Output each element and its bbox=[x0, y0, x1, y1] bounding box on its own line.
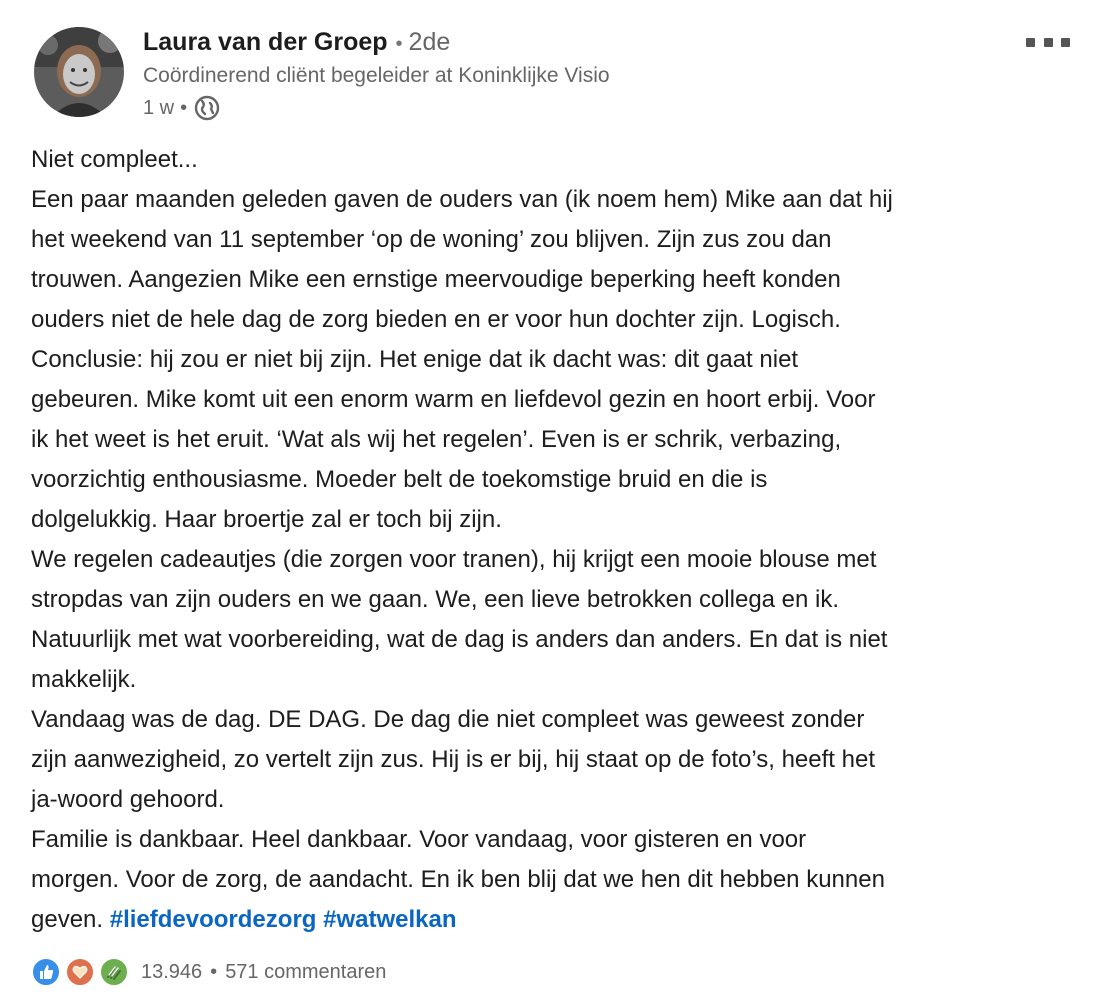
post-line: makkelijk. bbox=[31, 666, 137, 693]
globe-icon bbox=[193, 94, 221, 122]
post-line: We regelen cadeautjes (die zorgen voor tranen), hij krijgt een mooie blouse met bbox=[31, 546, 877, 573]
post-line: ouders niet de hele dag de zorg bieden en er voor hun dochter zijn. Logisch. bbox=[31, 306, 841, 333]
post-timestamp[interactable]: 1 w bbox=[143, 96, 175, 119]
stat-separator: • bbox=[210, 960, 218, 983]
post-line: Conclusie: hij zou er niet bij zijn. Het enige dat ik dacht was: dit gaat niet bbox=[31, 346, 799, 373]
author-name[interactable]: Laura van der Groep bbox=[143, 28, 388, 56]
post-line: Familie is dankbaar. Heel dankbaar. Voor vandaag, voor gisteren en voor bbox=[31, 826, 807, 853]
post-line: trouwen. Aangezien Mike een ernstige meervoudige beperking heeft konden bbox=[31, 266, 841, 293]
author-headline: Coördinerend cliënt begeleider at Koninklijke Visio bbox=[143, 64, 610, 87]
social-counts bbox=[31, 955, 386, 989]
celebrate-icon bbox=[99, 957, 129, 987]
post-line: gebeuren. Mike komt uit een enorm warm en liefdevol gezin en hoort erbij. Voor bbox=[31, 386, 876, 413]
love-icon bbox=[65, 957, 95, 987]
avatar-photo bbox=[34, 27, 124, 117]
hashtag-link[interactable]: #watwelkan bbox=[323, 906, 457, 933]
comments-count[interactable]: 571 commentaren bbox=[225, 960, 387, 983]
post-line: ja-woord gehoord. bbox=[31, 786, 225, 813]
post-line: stropdas van zijn ouders en we gaan. We, een lieve betrokken collega en ik. bbox=[31, 586, 840, 613]
meta-separator: • bbox=[180, 96, 188, 119]
like-icon bbox=[31, 957, 61, 987]
hashtag-link[interactable]: #liefdevoordezorg bbox=[109, 906, 317, 933]
post-line: morgen. Voor de zorg, de aandacht. En ik ben blij dat we hen dit hebben kunnen bbox=[31, 866, 885, 893]
author-name-line bbox=[143, 26, 450, 60]
reaction-icons[interactable] bbox=[31, 957, 133, 987]
post-line: voorzichtig enthousiasme. Moeder belt de toekomstige bruid en die is bbox=[31, 466, 768, 493]
name-degree-separator: • bbox=[395, 33, 403, 55]
post-last-line bbox=[31, 900, 1081, 940]
author-avatar[interactable] bbox=[34, 27, 124, 117]
post-line: Vandaag was de dag. DE DAG. De dag die niet compleet was geweest zonder bbox=[31, 706, 865, 733]
connection-degree: 2de bbox=[408, 28, 451, 56]
post-meta bbox=[143, 94, 221, 122]
reaction-count[interactable]: 13.946 bbox=[141, 960, 203, 983]
post-line: Een paar maanden geleden gaven de ouders van (ik noem hem) Mike aan dat hij bbox=[31, 186, 893, 213]
post-line: zijn aanwezigheid, zo vertelt zijn zus. Hij is er bij, hij staat op de foto’s, heeft het bbox=[31, 746, 875, 773]
post-line: dolgelukkig. Haar broertje zal er toch bij zijn. bbox=[31, 506, 502, 533]
post-text bbox=[31, 140, 1081, 940]
post-line: Natuurlijk met wat voorbereiding, wat de dag is anders dan anders. En dat is niet bbox=[31, 626, 888, 653]
post-line-text: geven. bbox=[31, 906, 104, 933]
more-options-icon[interactable] bbox=[1026, 30, 1070, 54]
post-header bbox=[0, 0, 1100, 130]
post-line: Niet compleet... bbox=[31, 146, 198, 173]
post-line: het weekend van 11 september ‘op de woning’ zou blijven. Zijn zus zou dan bbox=[31, 226, 832, 253]
post-line: ik het weet is het eruit. ‘Wat als wij het regelen’. Even is er schrik, verbazing, bbox=[31, 426, 842, 453]
